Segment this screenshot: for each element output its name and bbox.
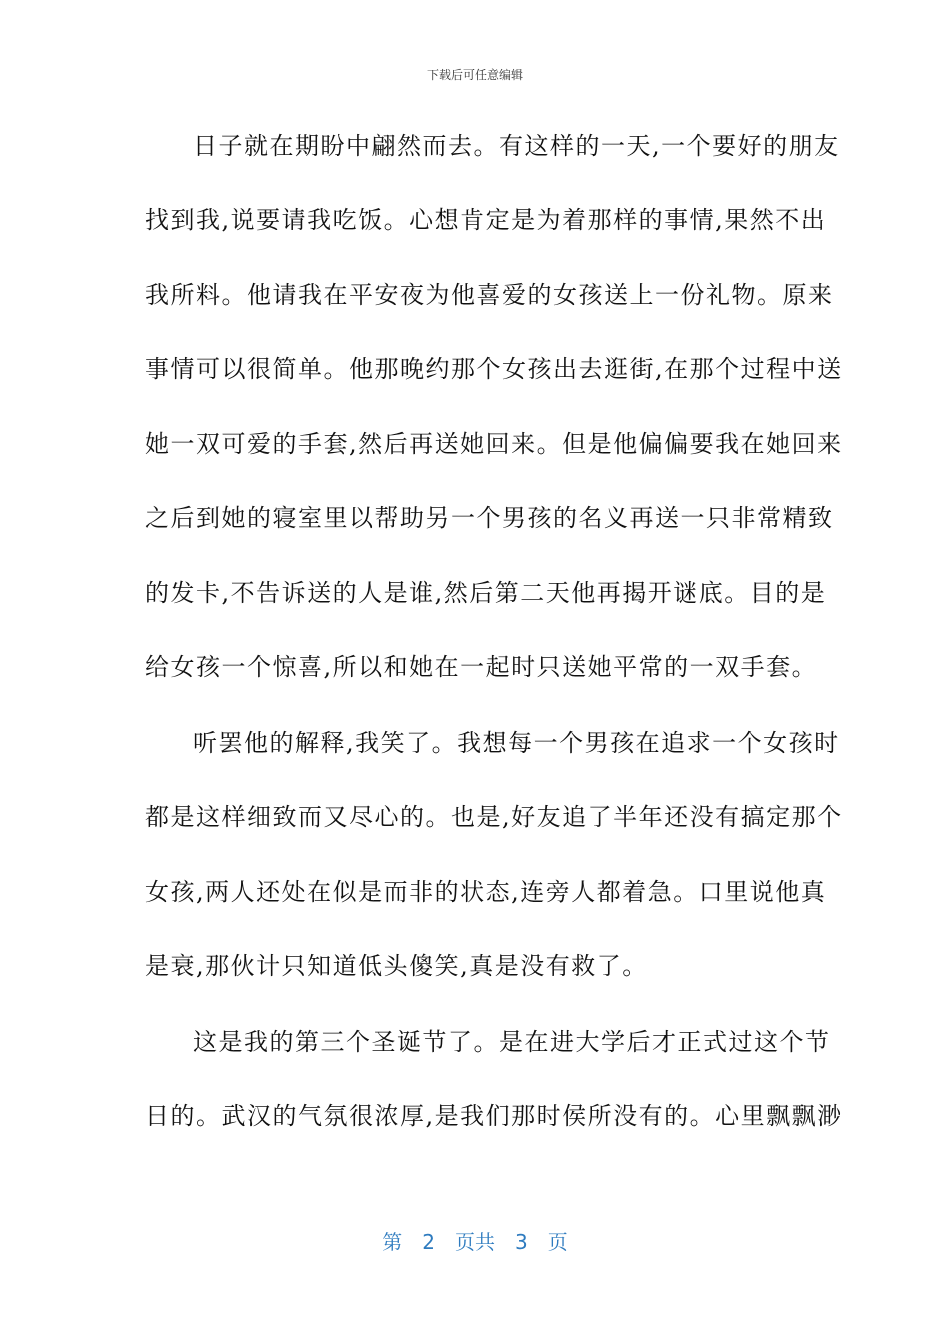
footer-suffix: 页 (547, 1230, 568, 1254)
paragraph-1-line-3: 我所料。他请我在平安夜为他喜爱的女孩送上一份礼物。原来 (145, 281, 834, 309)
page-footer (0, 1226, 950, 1255)
paragraph-1-line-2: 找到我,说要请我吃饭。心想肯定是为着那样的事情,果然不出 (145, 206, 827, 234)
paragraph-2-line-1: 听罢他的解释,我笑了。我想每一个男孩在追求一个女孩时 (193, 729, 840, 757)
paragraph-1-line-7: 的发卡,不告诉送的人是谁,然后第二天他再揭开谜底。目的是 (145, 579, 827, 607)
paragraph-1-line-6: 之后到她的寝室里以帮助另一个男孩的名义再送一只非常精致 (145, 504, 834, 532)
paragraph-2-line-3: 女孩,两人还处在似是而非的状态,连旁人都着急。口里说他真 (145, 878, 827, 906)
footer-page-number: 2 (422, 1230, 435, 1254)
paragraph-2-line-4: 是衰,那伙计只知道低头傻笑,真是没有救了。 (145, 952, 648, 980)
paragraph-3-line-2: 日的。武汉的气氛很浓厚,是我们那时侯所没有的。心里飘飘渺 (145, 1102, 843, 1130)
paragraph-2-line-2: 都是这样细致而又尽心的。也是,好友追了半年还没有搞定那个 (145, 803, 843, 831)
paragraph-1-line-4: 事情可以很简单。他那晚约那个女孩出去逛街,在那个过程中送 (145, 355, 843, 383)
footer-middle: 页共 (455, 1230, 495, 1254)
paragraph-3-line-1: 这是我的第三个圣诞节了。是在进大学后才正式过这个节 (193, 1028, 831, 1056)
footer-prefix: 第 (382, 1230, 403, 1254)
footer-total-pages: 3 (515, 1230, 528, 1254)
page-header: 下载后可任意编辑 (426, 68, 523, 82)
paragraph-1-line-5: 她一双可爱的手套,然后再送她回来。但是他偏偏要我在她回来 (145, 430, 843, 458)
paragraph-1-line-1: 日子就在期盼中翩然而去。有这样的一天,一个要好的朋友 (193, 132, 840, 160)
paragraph-1-line-8: 给女孩一个惊喜,所以和她在一起时只送她平常的一双手套。 (145, 653, 818, 681)
